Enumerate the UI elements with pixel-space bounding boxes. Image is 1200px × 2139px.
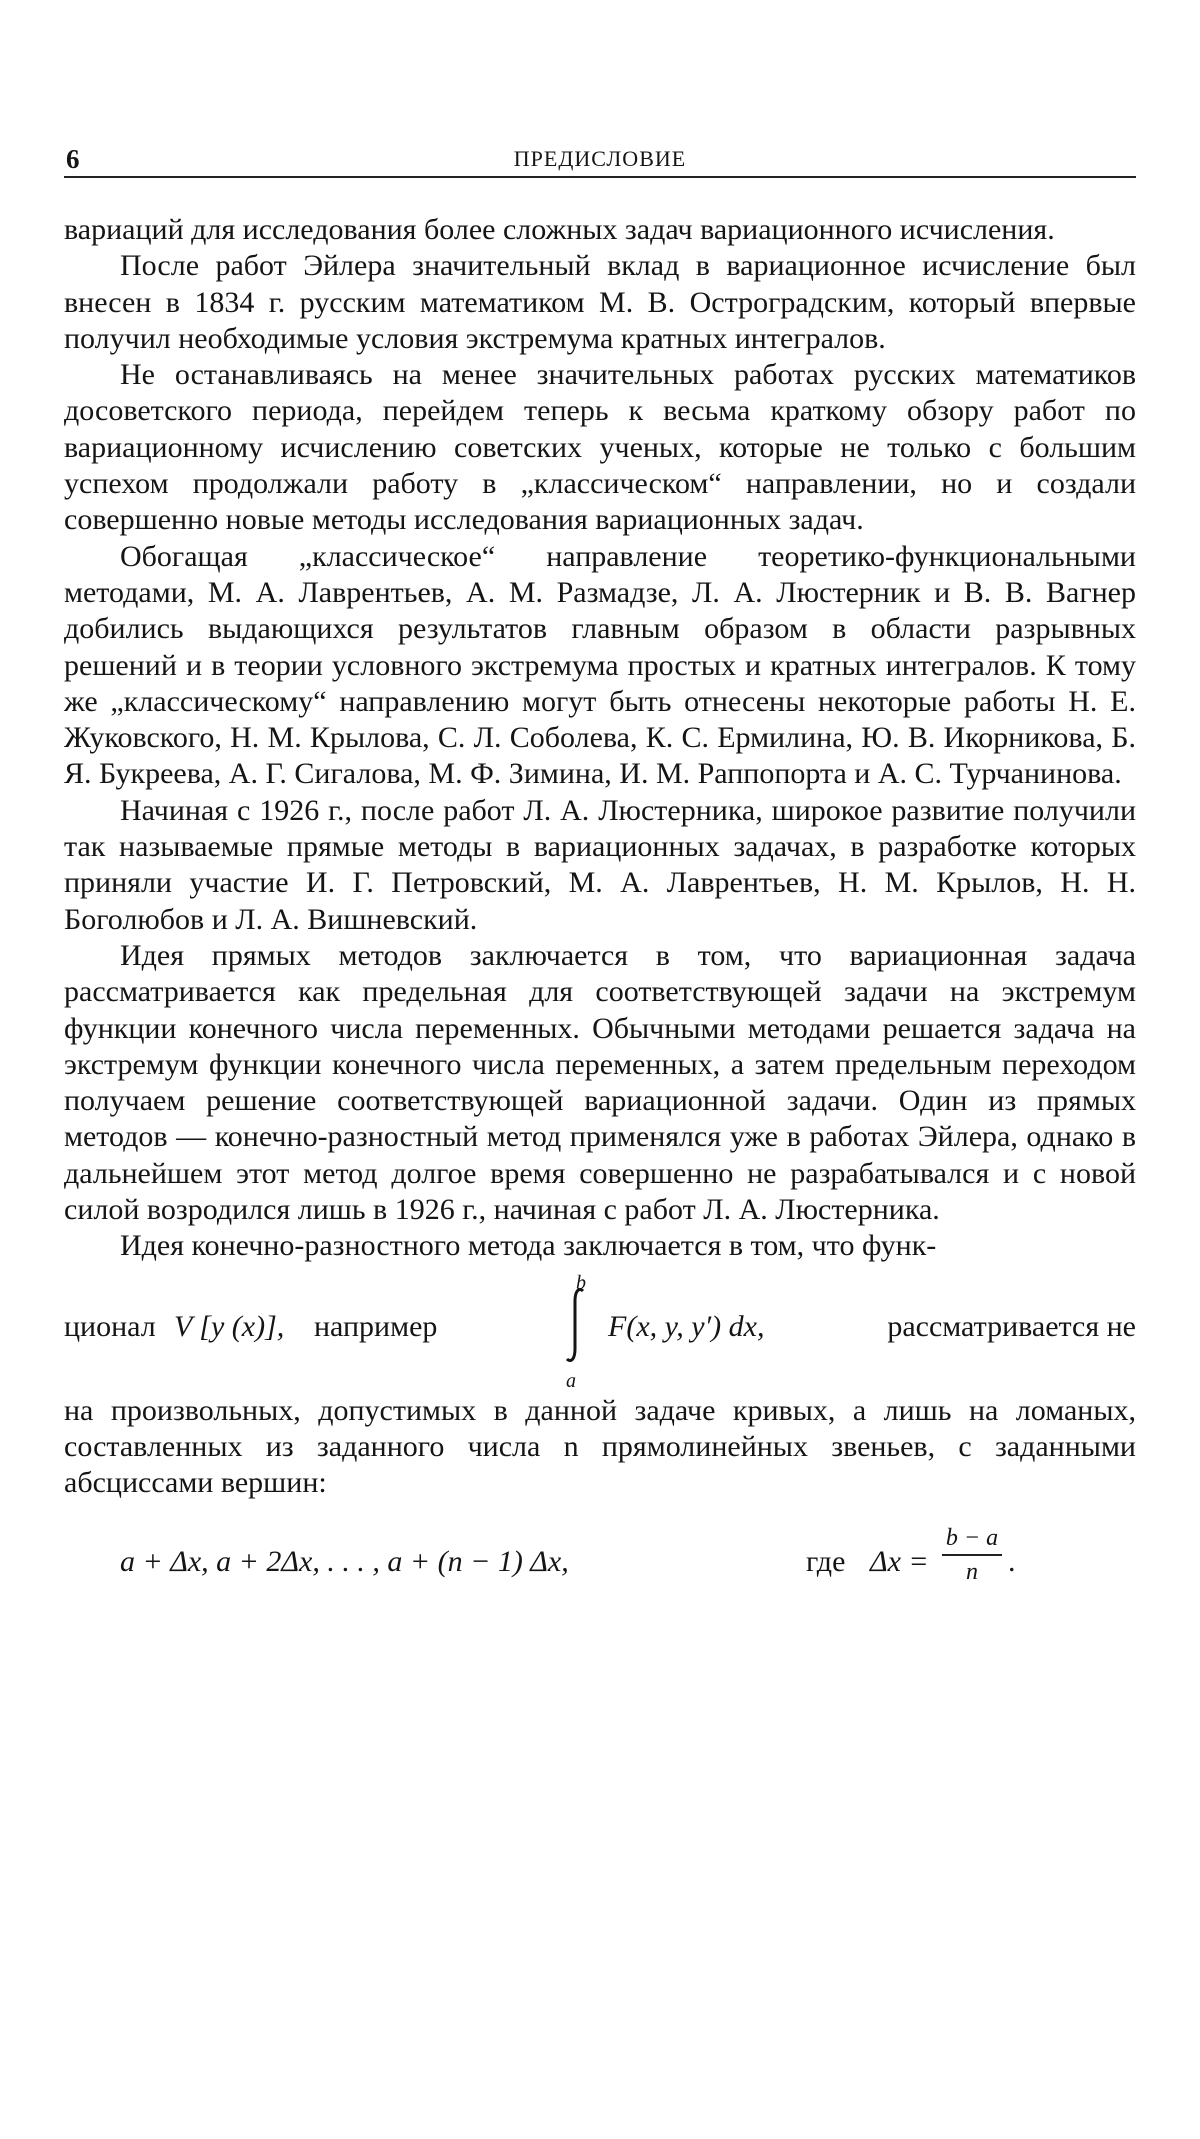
paragraph: После работ Эйлера значительный вклад в вариационное исчисление был внесен в 1834 г. русским математиком М. В. Остроградским, который впервые получил необходимые условия экстремума кратных интегралов. — [64, 249, 1136, 355]
integral-line-lead: ционал — [64, 1309, 156, 1343]
paragraph-continuation: на произвольных, допустимых в данной задаче кривых, а лишь на ломаных, составленных из заданного числа n прямолинейных звеньев, с заданными абсциссами вершин: — [64, 1393, 1136, 1500]
display-formula — [64, 1518, 1136, 1614]
paragraph: Обогащая „классическое“ направление теоретико-функциональными методами, М. А. Лаврентьев, А. М. Размадзе, Л. А. Люстерник и В. В. Вагнер добились выдающихся результатов главным образом в области разрывных решений и в теории условного экстремума простых и кратных интегралов. К тому же „классическому“ направлению могут быть отнесены некоторые работы Н. Е. Жуковского, Н. М. Крылова, С. Л. Соболева, К. С. Ермилина, Ю. В. Икорникова, Б. Я. Букреева, А. Г. Сигалова, М. Ф. Зимина, И. М. Раппопорта и А. С. Турчанинова. — [64, 539, 1136, 791]
delta-x-definition: Δx = — [870, 1544, 929, 1578]
formula-period: . — [1008, 1544, 1016, 1578]
functional-expression: V [y (x)], — [174, 1309, 285, 1343]
page-number: 6 — [66, 144, 80, 174]
integral-line-example: например — [314, 1309, 438, 1343]
running-head: ПРЕДИСЛОВИЕ — [513, 146, 687, 171]
integral-sign-icon — [561, 1285, 591, 1365]
integrand: F(x, y, y′) dx, — [608, 1309, 765, 1343]
integral-lower-limit: a — [566, 1369, 576, 1392]
body-text — [64, 212, 1136, 1614]
paragraph: Идея прямых методов заключается в том, что вариационная задача рассматривается как предельная для соответствующей задачи на экстремум функции конечного числа переменных. Обычными методами решается задача на экстремум функции конечного числа переменных, а затем предельным переходом получаем решение соответствующей вариационной задачи. Один из прямых методов — конечно-разностный метод применялся уже в работах Эйлера, однако в дальнейшем этот метод долгое время совершенно не разрабатывался и с новой силой возродился лишь в 1926 г., начиная с работ Л. А. Люстерника. — [64, 938, 1136, 1227]
paragraph: Начиная с 1926 г., после работ Л. А. Люстерника, широкое развитие получили так называемые прямые методы в вариационных задачах, в разработке которых приняли участие И. Г. Петровский, М. А. Лаврентьев, Н. М. Крылов, Н. Н. Боголюбов и Л. А. Вишневский. — [64, 793, 1136, 936]
paragraph: Не останавливаясь на менее значительных работах русских математиков досоветского периода, перейдем теперь к весьма краткому обзору работ по вариационному исчислению советских ученых, которые не только с большим успехом продолжали работу в „классическом“ направлении, но и создали совершенно новые методы исследования вариационных задач. — [64, 358, 1136, 537]
fraction — [942, 1524, 1002, 1586]
integral-upper-limit: b — [576, 1271, 586, 1294]
paragraph-continuation: вариаций для исследования более сложных задач вариационного исчисления. — [64, 213, 1055, 246]
vertex-abscissa-sequence: a + Δx, a + 2Δx, . . . , a + (n − 1) Δx, — [120, 1544, 569, 1578]
formula-where: где — [806, 1544, 846, 1578]
fraction-denominator: n — [966, 1558, 978, 1585]
page-header — [64, 140, 1136, 178]
paragraph: Идея конечно-разностного метода заключается в том, что функ- — [120, 1229, 937, 1263]
integral-line-tail: рассматривается не — [887, 1309, 1136, 1343]
fraction-bar — [942, 1554, 1002, 1556]
integral-line — [64, 1267, 1136, 1391]
fraction-numerator: b − a — [945, 1524, 999, 1551]
